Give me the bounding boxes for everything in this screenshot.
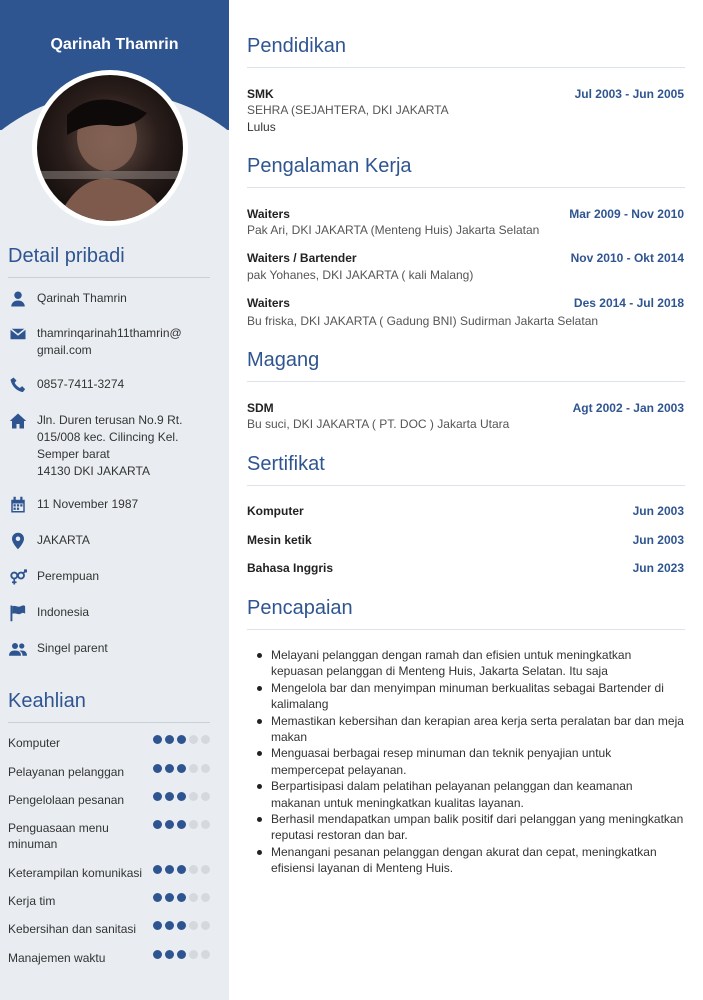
skill-rating xyxy=(153,820,210,829)
people-icon xyxy=(8,640,28,658)
work-heading: Pengalaman Kerja xyxy=(247,155,412,177)
personal-item-email xyxy=(8,325,223,359)
personal-item-nationality xyxy=(8,604,223,622)
work-employer: pak Yohanes, DKI JAKARTA ( kali Malang) xyxy=(247,268,474,282)
skill-label: Komputer xyxy=(8,736,61,750)
rating-dot xyxy=(189,792,198,801)
user-icon xyxy=(8,290,28,308)
internship-date: Agt 2002 - Jan 2003 xyxy=(572,401,684,415)
rating-dot xyxy=(189,950,198,959)
rating-dot xyxy=(165,735,174,744)
divider xyxy=(247,485,685,486)
location-pin-icon xyxy=(8,532,28,550)
personal-address-text: Jln. Duren terusan No.9 Rt. 015/008 kec. Cilincing Kel. Semper barat 14130 DKI JAKARTA xyxy=(37,413,183,478)
work-date: Nov 2010 - Okt 2014 xyxy=(570,251,684,265)
skill-label: Keterampilan komunikasi xyxy=(8,866,143,880)
rating-dot xyxy=(201,921,210,930)
list-item: Menguasai berbagai resep minuman dan teknik penyajian untuk mempercepat pelayanan. xyxy=(255,745,685,778)
rating-dot xyxy=(189,921,198,930)
education-heading: Pendidikan xyxy=(247,35,346,57)
skill-row xyxy=(8,865,218,881)
rating-dot xyxy=(153,865,162,874)
rating-dot xyxy=(153,792,162,801)
profile-photo xyxy=(32,70,188,226)
certificate-date: Jun 2003 xyxy=(632,504,684,518)
personal-name-text: Qarinah Thamrin xyxy=(37,291,127,305)
rating-dot xyxy=(201,950,210,959)
rating-dot xyxy=(189,735,198,744)
rating-dot xyxy=(201,820,210,829)
rating-dot xyxy=(165,820,174,829)
divider xyxy=(247,187,685,188)
divider xyxy=(8,277,210,278)
rating-dot xyxy=(153,820,162,829)
work-date: Des 2014 - Jul 2018 xyxy=(573,296,684,310)
rating-dot xyxy=(165,764,174,773)
rating-dot xyxy=(153,950,162,959)
profile-photo-image xyxy=(37,75,183,221)
work-employer: Pak Ari, DKI JAKARTA (Menteng Huis) Jakarta Selatan xyxy=(247,223,540,237)
rating-dot xyxy=(189,764,198,773)
list-item: Melayani pelanggan dengan ramah dan efisien untuk meningkatkan kepuasan pelanggan di Menteng Huis, Jakarta Selatan. Itu saja xyxy=(255,647,685,680)
rating-dot xyxy=(189,893,198,902)
personal-details-heading: Detail pribadi xyxy=(8,245,125,267)
skill-label: Kerja tim xyxy=(8,894,56,908)
list-item: Berpartisipasi dalam pelatihan pelayanan pelanggan dan keamanan makanan untuk meningkatkan kualitas layanan. xyxy=(255,778,685,811)
divider xyxy=(247,381,685,382)
personal-item-address xyxy=(8,412,223,480)
list-item: Mengelola bar dan menyimpan minuman berkualitas sebagai Bartender di kalimalang xyxy=(255,680,685,713)
list-item: Menangani pesanan pelanggan dengan akurat dan cepat, meningkatkan efisiensi layanan di Menteng Huis. xyxy=(255,844,685,877)
certificate-date: Jun 2023 xyxy=(632,561,684,575)
skill-label: Pengelolaan pesanan xyxy=(8,793,125,807)
rating-dot xyxy=(165,792,174,801)
personal-nationality-text: Indonesia xyxy=(37,605,90,619)
personal-item-phone xyxy=(8,376,223,394)
work-title: Waiters xyxy=(247,296,290,310)
skill-rating xyxy=(153,865,210,874)
personal-item-name xyxy=(8,290,223,308)
internship-title: SDM xyxy=(247,401,274,415)
rating-dot xyxy=(177,792,186,801)
skill-rating xyxy=(153,792,210,801)
certificate-title: Komputer xyxy=(247,504,304,518)
skill-row xyxy=(8,764,218,780)
rating-dot xyxy=(165,893,174,902)
skill-row xyxy=(8,735,218,751)
home-icon xyxy=(8,412,28,430)
skill-rating xyxy=(153,764,210,773)
rating-dot xyxy=(177,865,186,874)
work-title: Waiters / Bartender xyxy=(247,251,357,265)
certificate-date: Jun 2003 xyxy=(632,533,684,547)
work-employer: Bu friska, DKI JAKARTA ( Gadung BNI) Sudirman Jakarta Selatan xyxy=(247,314,599,328)
rating-dot xyxy=(201,764,210,773)
rating-dot xyxy=(189,820,198,829)
rating-dot xyxy=(165,950,174,959)
skill-row xyxy=(8,820,218,852)
rating-dot xyxy=(177,820,186,829)
rating-dot xyxy=(201,893,210,902)
rating-dot xyxy=(153,735,162,744)
skill-label: Manajemen waktu xyxy=(8,951,106,965)
skill-rating xyxy=(153,950,210,959)
personal-item-city xyxy=(8,532,223,550)
rating-dot xyxy=(177,893,186,902)
divider xyxy=(247,629,685,630)
skill-rating xyxy=(153,735,210,744)
skill-row xyxy=(8,792,218,808)
achievements-list xyxy=(255,647,685,877)
rating-dot xyxy=(153,921,162,930)
skill-label: Penguasaan menu minuman xyxy=(8,821,109,851)
divider xyxy=(247,67,685,68)
skill-label: Pelayanan pelanggan xyxy=(8,765,125,779)
skill-row xyxy=(8,950,218,966)
rating-dot xyxy=(177,921,186,930)
personal-item-gender xyxy=(8,568,223,586)
certificate-title: Bahasa Inggris xyxy=(247,561,334,575)
rating-dot xyxy=(177,764,186,773)
certificates-heading: Sertifikat xyxy=(247,453,325,475)
work-title: Waiters xyxy=(247,207,290,221)
skill-label: Kebersihan dan sanitasi xyxy=(8,922,137,936)
personal-email-text[interactable]: thamrinqarinah11thamrin@ gmail.com xyxy=(37,326,182,357)
education-school: SEHRA (SEJAHTERA, DKI JAKARTA xyxy=(247,103,449,117)
rating-dot xyxy=(201,735,210,744)
education-title: SMK xyxy=(247,87,274,101)
gender-icon xyxy=(8,568,28,586)
skill-rating xyxy=(153,893,210,902)
email-icon xyxy=(8,325,28,343)
rating-dot xyxy=(177,735,186,744)
phone-icon xyxy=(8,376,28,394)
list-item: Berhasil mendapatkan umpan balik positif dari pelanggan yang meningkatkan reputasi restoran dan bar. xyxy=(255,811,685,844)
personal-birthdate-text: 11 November 1987 xyxy=(37,497,139,511)
achievements-heading: Pencapaian xyxy=(247,597,353,619)
personal-item-status xyxy=(8,640,223,658)
rating-dot xyxy=(165,865,174,874)
rating-dot xyxy=(153,764,162,773)
certificate-title: Mesin ketik xyxy=(247,533,312,547)
divider xyxy=(8,722,210,723)
rating-dot xyxy=(177,950,186,959)
skills-heading: Keahlian xyxy=(8,690,86,712)
rating-dot xyxy=(201,865,210,874)
list-item: Memastikan kebersihan dan kerapian area kerja serta peralatan bar dan meja makan xyxy=(255,713,685,746)
personal-item-birthdate xyxy=(8,496,223,514)
rating-dot xyxy=(189,865,198,874)
education-status: Lulus xyxy=(247,120,276,134)
education-date: Jul 2003 - Jun 2005 xyxy=(574,87,684,101)
skill-row xyxy=(8,921,218,937)
personal-phone-text[interactable]: 0857-7411-3274 xyxy=(37,377,125,391)
rating-dot xyxy=(165,921,174,930)
work-date: Mar 2009 - Nov 2010 xyxy=(569,207,684,221)
personal-gender-text: Perempuan xyxy=(37,569,100,583)
personal-status-text: Singel parent xyxy=(37,641,108,655)
skill-row xyxy=(8,893,218,909)
internship-heading: Magang xyxy=(247,349,320,371)
calendar-icon xyxy=(8,496,28,514)
rating-dot xyxy=(201,792,210,801)
skill-rating xyxy=(153,921,210,930)
personal-city-text: JAKARTA xyxy=(37,533,90,547)
internship-employer: Bu suci, DKI JAKARTA ( PT. DOC ) Jakarta Utara xyxy=(247,417,510,431)
flag-icon xyxy=(8,604,28,622)
rating-dot xyxy=(153,893,162,902)
sidebar xyxy=(0,0,229,1000)
profile-name: Qarinah Thamrin xyxy=(50,36,179,53)
